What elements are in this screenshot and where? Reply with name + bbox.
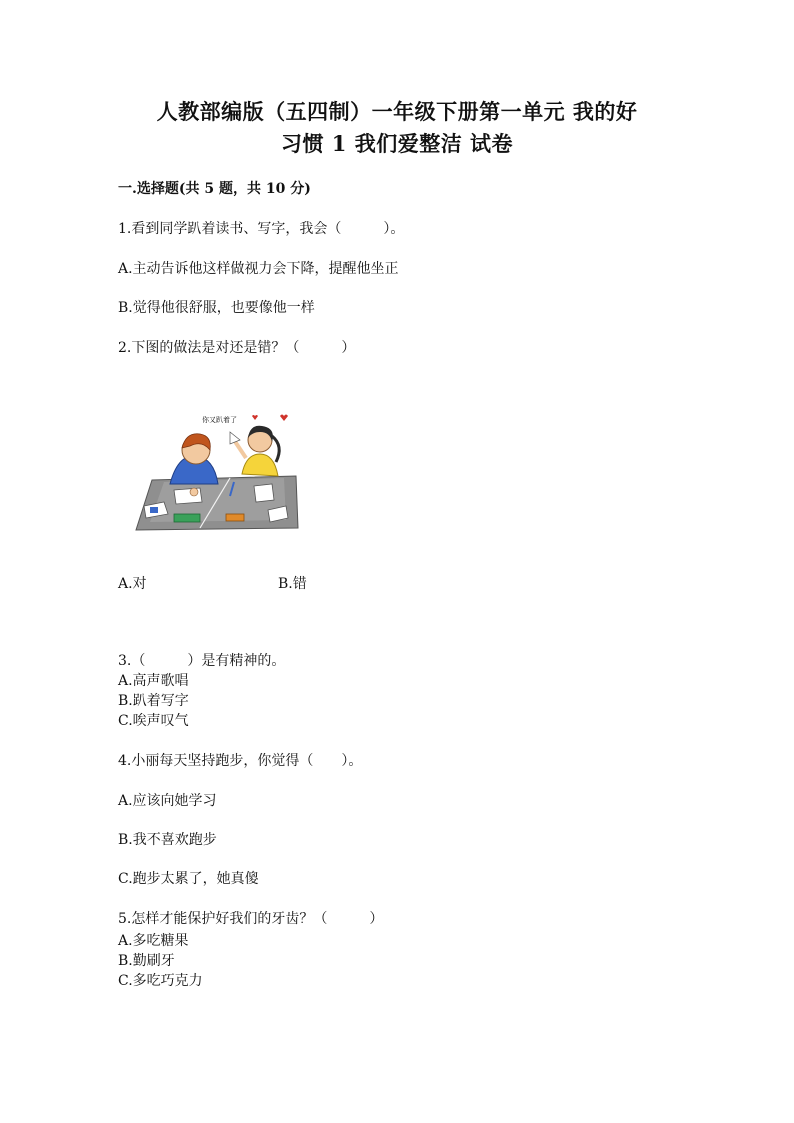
question-4-option-c: C.跑步太累了，她真傻 — [118, 871, 259, 887]
question-4-option-b: B.我不喜欢跑步 — [118, 832, 217, 848]
question-1-option-a: A.主动告诉他这样做视力会下降，提醒他坐正 — [118, 261, 399, 277]
question-2-option-b: B.错 — [278, 576, 307, 592]
title-line-1: 人教部编版（五四制）一年级下册第一单元 我的好 — [156, 99, 638, 124]
question-3-stem: 3.（ ）是有精神的。 — [118, 653, 286, 669]
question-3-option-a: A.高声歌唱 — [118, 673, 189, 689]
question-5-option-c: C.多吃巧克力 — [118, 973, 203, 989]
question-1-stem: 1.看到同学趴着读书、写字，我会（ ）。 — [118, 221, 405, 237]
speech-bubble-text: 你又趴着了 — [202, 416, 237, 424]
question-1-option-b: B.觉得他很舒服，也要像他一样 — [118, 300, 315, 316]
title-line-2: 习惯 1 我们爱整洁 试卷 — [280, 131, 514, 156]
question-5-option-a: A.多吃糖果 — [118, 933, 189, 949]
question-3-option-c: C.唉声叹气 — [118, 713, 189, 729]
section-heading: 一.选择题(共 5 题，共 10 分) — [118, 181, 311, 197]
question-3-option-b: B.趴着写字 — [118, 693, 189, 709]
question-2-stem: 2.下图的做法是对还是错？（ ） — [118, 340, 356, 356]
students-at-desk-illustration — [134, 410, 300, 532]
question-2-option-a: A.对 — [118, 576, 147, 592]
question-4-option-a: A.应该向她学习 — [118, 793, 217, 809]
question-4-stem: 4.小丽每天坚持跑步，你觉得（ ）。 — [118, 753, 363, 769]
question-5-stem: 5.怎样才能保护好我们的牙齿？（ ） — [118, 911, 384, 927]
question-5-option-b: B.勤刷牙 — [118, 953, 175, 969]
document-title — [110, 96, 684, 160]
